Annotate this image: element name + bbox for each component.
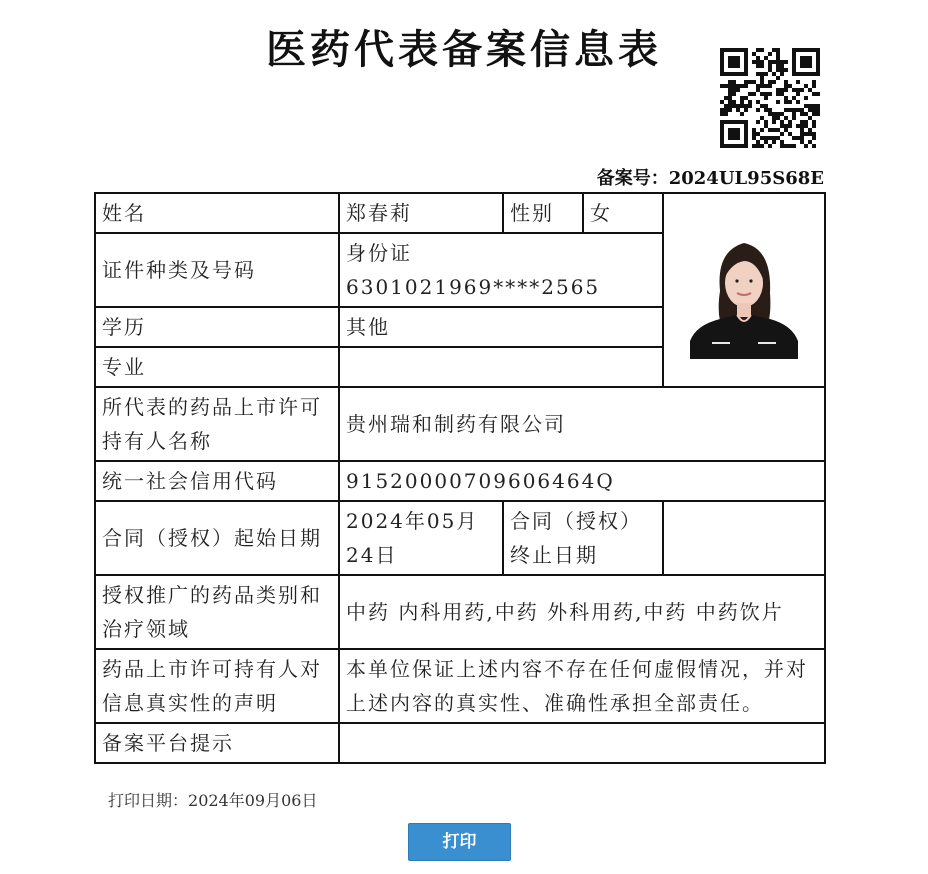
print-date-value: 2024年09月06日 bbox=[188, 791, 318, 810]
education-value: 其他 bbox=[339, 307, 663, 347]
record-number-label: 备案号： bbox=[596, 168, 669, 189]
major-value bbox=[339, 347, 663, 387]
major-label: 专业 bbox=[95, 347, 339, 387]
info-table bbox=[94, 192, 826, 764]
platform-value bbox=[339, 723, 825, 763]
education-label: 学历 bbox=[95, 307, 339, 347]
holder-value: 贵州瑞和制药有限公司 bbox=[339, 387, 825, 461]
print-button[interactable]: 打印 bbox=[408, 823, 511, 861]
contract-end-value bbox=[663, 501, 825, 575]
print-date bbox=[108, 788, 317, 811]
page-title: 医药代表备案信息表 bbox=[266, 26, 662, 73]
gender-label: 性别 bbox=[503, 193, 583, 233]
table-row bbox=[95, 387, 825, 461]
id-label: 证件种类及号码 bbox=[95, 233, 339, 307]
category-value: 中药 内科用药,中药 外科用药,中药 中药饮片 bbox=[339, 575, 825, 649]
print-date-label: 打印日期： bbox=[108, 791, 189, 810]
table-row bbox=[95, 723, 825, 763]
photo-cell bbox=[663, 193, 825, 387]
qr-code bbox=[720, 48, 820, 148]
table-row bbox=[95, 575, 825, 649]
table-row bbox=[95, 649, 825, 723]
contract-end-label: 合同（授权）终止日期 bbox=[503, 501, 663, 575]
record-number bbox=[597, 164, 824, 190]
contract-start-label: 合同（授权）起始日期 bbox=[95, 501, 339, 575]
gender-value: 女 bbox=[583, 193, 663, 233]
name-value: 郑春莉 bbox=[339, 193, 503, 233]
credit-label: 统一社会信用代码 bbox=[95, 461, 339, 501]
holder-label: 所代表的药品上市许可持有人名称 bbox=[95, 387, 339, 461]
id-photo bbox=[690, 221, 798, 359]
name-label: 姓名 bbox=[95, 193, 339, 233]
platform-label: 备案平台提示 bbox=[95, 723, 339, 763]
declaration-value: 本单位保证上述内容不存在任何虚假情况，并对上述内容的真实性、准确性承担全部责任。 bbox=[339, 649, 825, 723]
table-row bbox=[95, 461, 825, 501]
table-row bbox=[95, 501, 825, 575]
declaration-label: 药品上市许可持有人对信息真实性的声明 bbox=[95, 649, 339, 723]
contract-start-value: 2024年05月24日 bbox=[339, 501, 503, 575]
category-label: 授权推广的药品类别和治疗领域 bbox=[95, 575, 339, 649]
table-row bbox=[95, 193, 825, 233]
credit-value: 91520000709606464Q bbox=[339, 461, 825, 501]
id-value: 身份证 6301021969****2565 bbox=[339, 233, 663, 307]
record-number-value: 2024UL95S68E bbox=[668, 168, 824, 189]
